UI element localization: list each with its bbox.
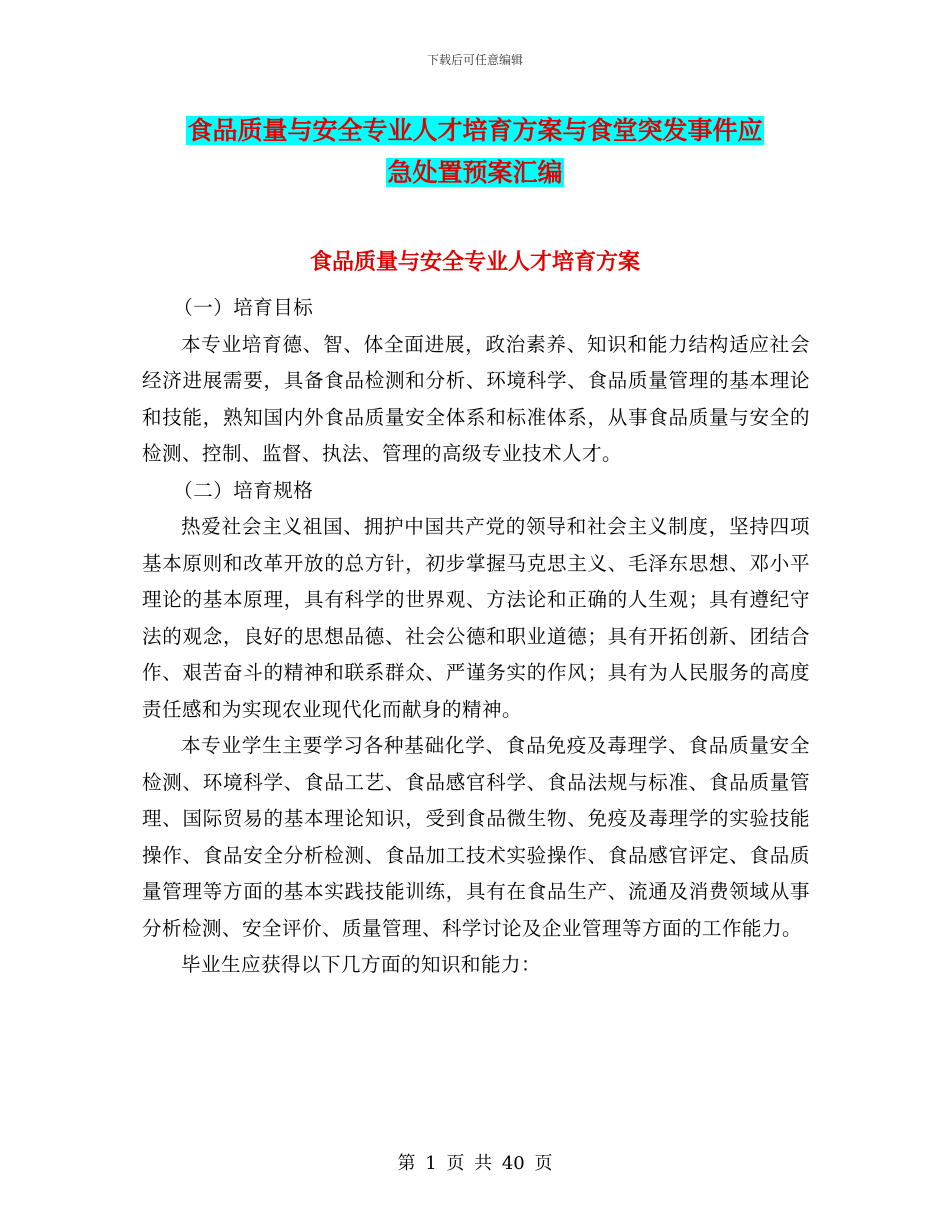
document-title-text-1: 食品质量与安全专业人才培育方案与食堂突发事件应 bbox=[187, 116, 763, 145]
page-number: 第 1 页 共 40 页 bbox=[397, 1153, 553, 1174]
header-note: 下载后可任意编辑 bbox=[426, 53, 523, 67]
document-title-line-1 bbox=[140, 112, 810, 150]
paragraph-study-content: 本专业学生主要学习各种基础化学、食品免疫及毒理学、食品质量安全检测、环境科学、食品工艺、食品感官科学、食品法规与标准、食品质量管理、国际贸易的基本理论知识，受到食品微生物、免疫及毒理学的实验技能操作、食品安全分析检测、食品加工技术实验操作、食品感官评定、食品质量管理等方面的基本实践技能训练，具有在食品生产、流通及消费领域从事分析检测、安全评价、质量管理、科学讨论及企业管理等方面的工作能力。 bbox=[142, 734, 810, 940]
document-body bbox=[142, 290, 810, 984]
subheading-training-goal: （一）培育目标 bbox=[173, 296, 314, 319]
paragraph-training-spec: 热爱社会主义祖国、拥护中国共产党的领导和社会主义制度，坚持四项基本原则和改革开放的总方针，初步掌握马克思主义、毛泽东思想、邓小平理论的基本原理，具有科学的世界观、方法论和正确的人生观；具有遵纪守法的观念，良好的思想品德、社会公德和职业道德；具有开拓创新、团结合作、艰苦奋斗的精神和联系群众、严谨务实的作风；具有为人民服务的高度责任感和为实现农业现代化而献身的精神。 bbox=[142, 515, 810, 721]
paragraph-training-goal: 本专业培育德、智、体全面进展，政治素养、知识和能力结构适应社会经济进展需要，具备食品检测和分析、环境科学、食品质量管理的基本理论和技能，熟知国内外食品质量安全体系和标准体系，从事食品质量与安全的检测、控制、监督、执法、管理的高级专业技术人才。 bbox=[142, 332, 810, 465]
document-title-line-2 bbox=[140, 154, 810, 192]
paragraph-graduate-abilities: 毕业生应获得以下几方面的知识和能力： bbox=[181, 953, 542, 976]
document-title-text-2: 急处置预案汇编 bbox=[387, 158, 563, 187]
subheading-training-spec: （二）培育规格 bbox=[173, 478, 314, 502]
section-title: 食品质量与安全专业人才培育方案 bbox=[309, 250, 640, 275]
